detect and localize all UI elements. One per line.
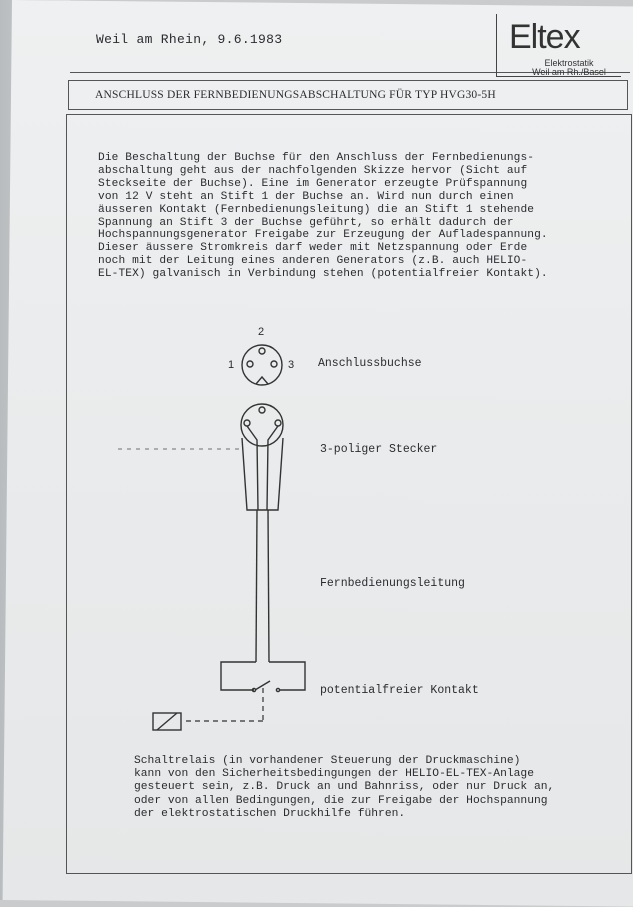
- plug-pin-1: [244, 420, 250, 426]
- contact-terminal-right: [276, 688, 279, 691]
- plug-body: [242, 438, 283, 510]
- note-line: kann von den Sicherheitsbedingungen der HELIO-EL-TEX-Anlage: [134, 768, 534, 781]
- paragraph-line: Steckseite der Buchse). Eine im Generator erzeugte Prüfspannung: [98, 177, 528, 190]
- note-line: Schaltrelais (in vorhandener Steuerung der Druckmaschine): [134, 755, 521, 767]
- plug-label: 3-poliger Stecker: [320, 443, 438, 456]
- socket-pin-1: [247, 361, 253, 367]
- paragraph-line: Spannung an Stift 3 der Buchse geführt, so erhält dadurch der: [98, 216, 514, 229]
- plug-pin-3: [275, 420, 281, 426]
- socket-pin-2: [259, 348, 265, 354]
- paragraph-line: noch mit der Leitung eines anderen Generators (z.B. auch HELIO-: [98, 255, 528, 268]
- plug-pin-2: [259, 407, 265, 413]
- relay-note: [134, 755, 633, 821]
- cable-wire-1: [256, 510, 257, 662]
- paragraph-line: EL-TEX) galvanisch in Verbindung stehen (potentialfreier Kontakt).: [98, 268, 548, 281]
- document-date: Weil am Rhein, 9.6.1983: [96, 32, 283, 47]
- note-line: der elektrostatischen Druckhilfe führen.: [134, 807, 406, 820]
- relay-coil: [153, 713, 181, 730]
- socket-symbol: [242, 345, 282, 385]
- paragraph-line: Dieser äussere Stromkreis darf weder mit Netzspannung oder Erde: [98, 242, 528, 255]
- note-line: gesteuert sein, z.B. Druck an und Bahnriss, oder nur Druck an,: [134, 781, 555, 794]
- socket-pin-3: [271, 361, 277, 367]
- logo-location: Weil am Rh./Basel: [532, 67, 606, 77]
- pin-label-1: 1: [228, 359, 235, 371]
- logo-subtitle: Elektrostatik: [544, 58, 594, 68]
- company-logo: Eltex: [509, 18, 580, 56]
- document-title: ANSCHLUSS DER FERNBEDIENUNGSABSCHALTUNG FÜR TYP HVG30-5H: [95, 89, 496, 101]
- cable-label: Fernbedienungsleitung: [320, 577, 465, 590]
- plug-wire-1: [247, 426, 258, 510]
- pin-label-3: 3: [288, 359, 295, 371]
- socket-outline: [242, 345, 282, 385]
- socket-key: [256, 377, 268, 384]
- paragraph-line: äusseren Kontakt (Fernbedienungsleitung) die an Stift 1 stehende: [98, 203, 535, 216]
- cable-wire-3: [268, 510, 269, 662]
- plug-symbol: [241, 404, 283, 510]
- paragraph-line: Hochspannungsgenerator Freigabe zur Erzeugung der Aufladespannung.: [98, 229, 548, 242]
- plug-wire-3: [267, 426, 278, 510]
- paragraph-line: Die Beschaltung der Buchse für den Anschluss der Fernbedienungs-: [98, 152, 535, 164]
- note-line: oder von allen Bedingungen, die zur Freigabe der Hochspannung: [134, 794, 548, 807]
- socket-label: Anschlussbuchse: [318, 357, 422, 370]
- contact-box-right: [269, 662, 305, 690]
- contact-box-left: [221, 662, 256, 690]
- paragraph-line: von 12 V steht an Stift 1 der Buchse an. Wird nun durch einen: [98, 190, 514, 203]
- paragraph-line: abschaltung geht aus der nachfolgenden Skizze hervor (Sicht auf: [98, 164, 528, 177]
- pin-label-2: 2: [258, 326, 265, 338]
- cable-symbol: [221, 510, 305, 692]
- contact-label: potentialfreier Kontakt: [320, 684, 479, 697]
- relay-link: [118, 449, 263, 721]
